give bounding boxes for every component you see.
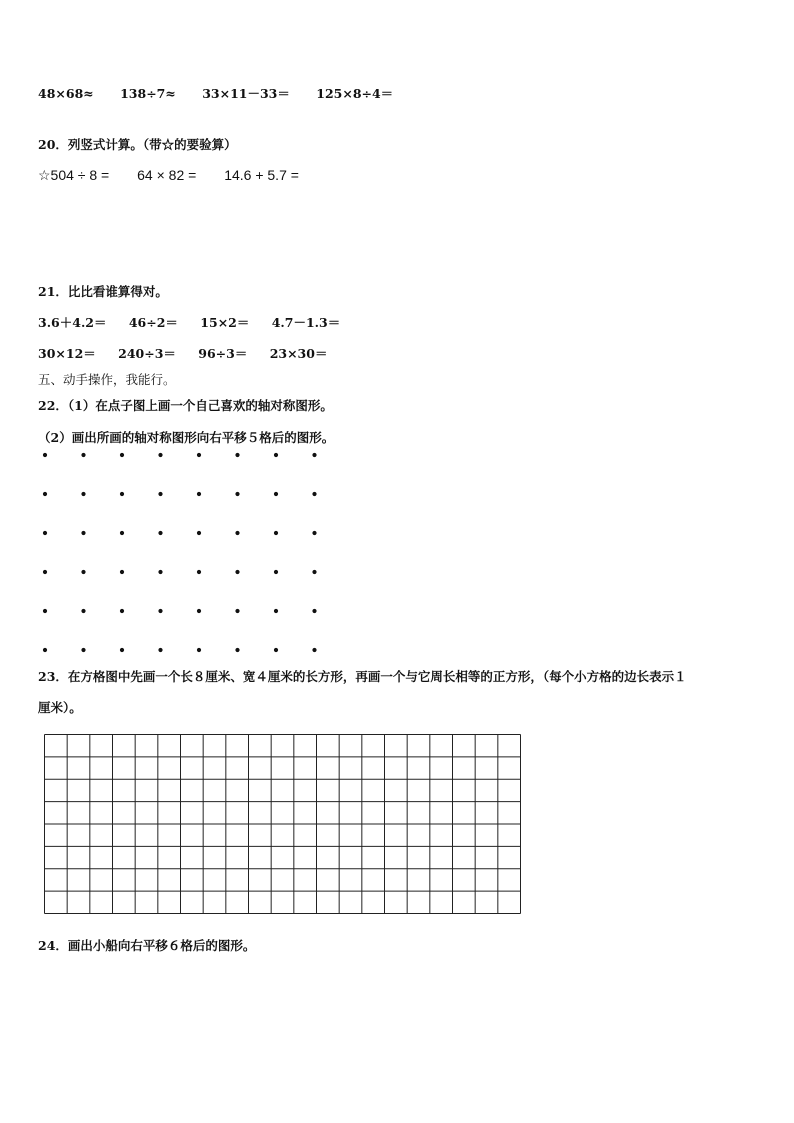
grid-dot[interactable] [81,531,85,535]
q21-r1-item-2: 46÷2＝ [128,315,178,330]
grid-dot[interactable] [81,492,85,496]
grid-dot[interactable] [312,648,316,652]
q19-item-3: 33×11－33＝ [202,86,290,101]
grid-dot[interactable] [120,570,124,574]
grid-dot[interactable] [120,648,124,652]
q22-part1: 22．（1）在点子图上画一个自己喜欢的轴对称图形。 [38,398,333,413]
grid-dot[interactable] [43,570,47,574]
grid-dot[interactable] [158,531,162,535]
q20-item-2: 64 × 82 = [137,167,197,183]
grid-dot[interactable] [312,609,316,613]
grid-dot[interactable] [235,570,239,574]
q21-r2-item-3: 96÷3＝ [198,346,248,361]
section-title: 五、动手操作，我能行。 [38,372,176,387]
q21-title: 21．比比看谁算得对。 [38,284,168,299]
grid-dot[interactable] [312,570,316,574]
grid-dot[interactable] [43,531,47,535]
q21-r1-item-4: 4.7－1.3＝ [271,315,341,330]
square-grid[interactable] [44,734,521,914]
grid-dot[interactable] [235,609,239,613]
q21-r2-item-4: 23×30＝ [269,346,328,361]
grid-dot[interactable] [197,609,201,613]
grid-dot[interactable] [43,453,47,457]
grid-dot[interactable] [197,531,201,535]
grid-dot[interactable] [120,609,124,613]
q21-r2-item-2: 240÷3＝ [118,346,176,361]
grid-dot[interactable] [197,453,201,457]
q21-r1-item-1: 3.6＋4.2＝ [38,315,107,330]
q21-r2-item-1: 30×12＝ [38,346,96,361]
grid-dot[interactable] [274,531,278,535]
grid-dot[interactable] [158,570,162,574]
grid-dot[interactable] [197,492,201,496]
q20-item-3: 14.6 + 5.7 = [224,167,299,183]
grid-dot[interactable] [235,648,239,652]
grid-dot[interactable] [81,453,85,457]
grid-dot[interactable] [120,453,124,457]
grid-dot[interactable] [158,492,162,496]
grid-dot[interactable] [235,492,239,496]
q19-item-2: 138÷7≈ [120,86,176,101]
grid-dot[interactable] [81,648,85,652]
grid-dot[interactable] [274,453,278,457]
grid-dot[interactable] [235,453,239,457]
grid-dot[interactable] [158,609,162,613]
q19-item-4: 125×8÷4＝ [316,86,394,101]
q20-title: 20．列竖式计算。（带☆的要验算） [38,137,237,152]
grid-dot[interactable] [274,570,278,574]
grid-dot[interactable] [197,570,201,574]
grid-dot[interactable] [312,453,316,457]
grid-dot[interactable] [43,648,47,652]
grid-dot[interactable] [43,609,47,613]
q19-item-1: 48×68≈ [38,86,94,101]
grid-dot[interactable] [120,531,124,535]
grid-dot[interactable] [235,531,239,535]
grid-dot[interactable] [120,492,124,496]
grid-dot[interactable] [312,531,316,535]
grid-dot[interactable] [81,570,85,574]
grid-dot[interactable] [197,648,201,652]
q23-line1: 23．在方格图中先画一个长８厘米、宽４厘米的长方形，再画一个与它周长相等的正方形，（每个小方格的边长表示１ [38,669,687,684]
q20-item-1: ☆504 ÷ 8 = [38,167,110,183]
grid-dot[interactable] [43,492,47,496]
q21-r1-item-3: 15×2＝ [200,315,250,330]
grid-dot[interactable] [158,453,162,457]
grid-dot[interactable] [274,609,278,613]
grid-dot[interactable] [158,648,162,652]
grid-dot[interactable] [274,492,278,496]
q22-part2: （2）画出所画的轴对称图形向右平移５格后的图形。 [38,430,335,445]
q23-line2: 厘米）。 [38,700,82,715]
q24-title: 24．画出小船向右平移６格后的图形。 [38,938,256,953]
grid-dot[interactable] [81,609,85,613]
grid-dot[interactable] [274,648,278,652]
grid-dot[interactable] [312,492,316,496]
